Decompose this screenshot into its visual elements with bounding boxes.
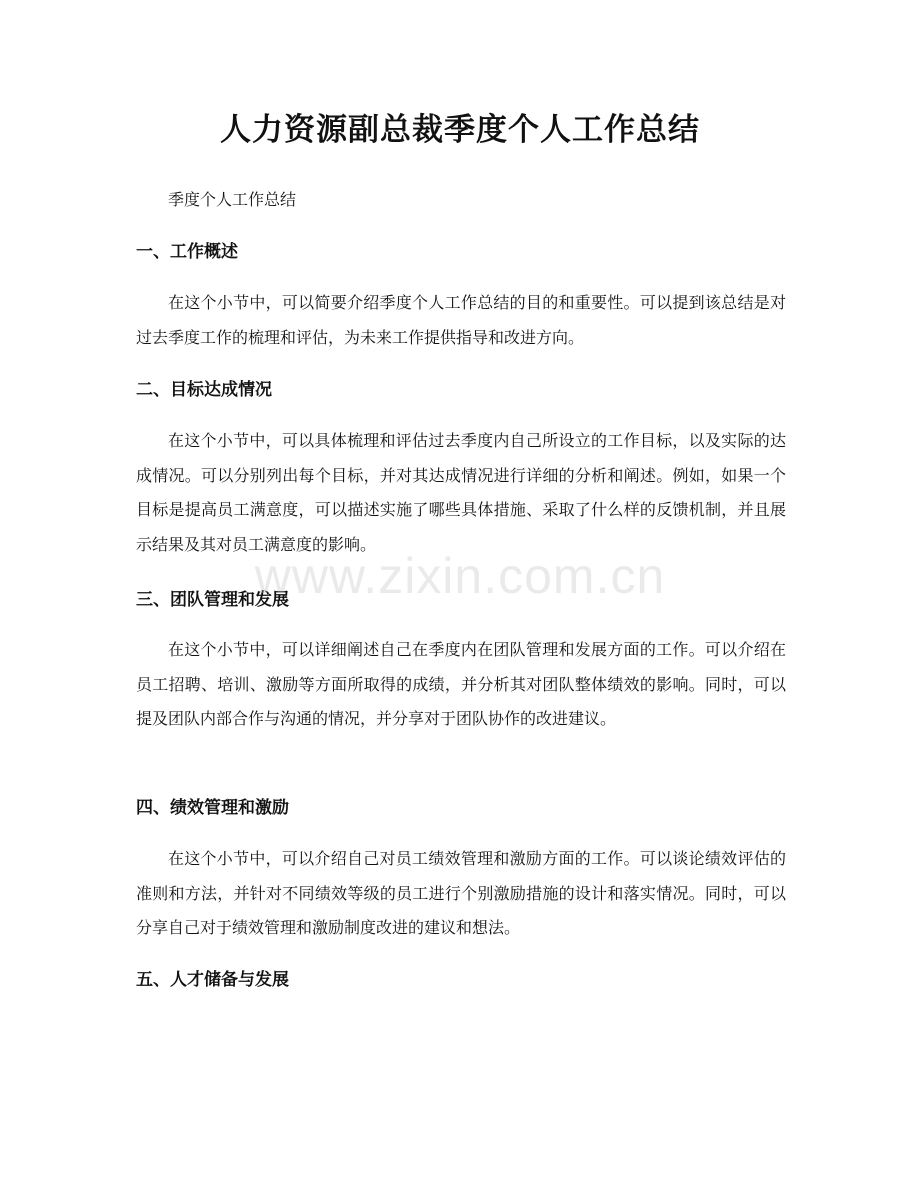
section-body-performance: 在这个小节中，可以介绍自己对员工绩效管理和激励方面的工作。可以谈论绩效评估的准则和方法，并针对不同绩效等级的员工进行个别激励措施的设计和落实情况。同时，可以分享自己对于绩效管理和激励制度改进的建议和想法。 (136, 849, 786, 937)
section-heading-talent: 五、人才储备与发展 (136, 970, 289, 990)
document-subtitle: 季度个人工作总结 (168, 190, 297, 209)
section-heading-performance: 四、绩效管理和激励 (136, 798, 289, 818)
document-title: 人力资源副总裁季度个人工作总结 (220, 112, 700, 148)
section-body-overview: 在这个小节中，可以简要介绍季度个人工作总结的目的和重要性。可以提到该总结是对过去季度工作的梳理和评估，为未来工作提供指导和改进方向。 (136, 293, 786, 347)
section-body-goals: 在这个小节中，可以具体梳理和评估过去季度内自己所设立的工作目标，以及实际的达成情况。可以分别列出每个目标，并对其达成情况进行详细的分析和阐述。例如，如果一个目标是提高员工满意度，可以描述实施了哪些具体措施、采取了什么样的反馈机制，并且展示结果及其对员工满意度的影响。 (136, 431, 786, 554)
section-heading-overview: 一、工作概述 (136, 242, 238, 262)
section-heading-team: 三、团队管理和发展 (136, 590, 289, 610)
watermark: www.zixin.com.cn (254, 548, 666, 604)
section-body-team: 在这个小节中，可以详细阐述自己在季度内在团队管理和发展方面的工作。可以介绍在员工招聘、培训、激励等方面所取得的成绩，并分析其对团队整体绩效的影响。同时，可以提及团队内部合作与沟通的情况，并分享对于团队协作的改进建议。 (136, 640, 786, 728)
section-heading-goals: 二、目标达成情况 (136, 380, 272, 400)
